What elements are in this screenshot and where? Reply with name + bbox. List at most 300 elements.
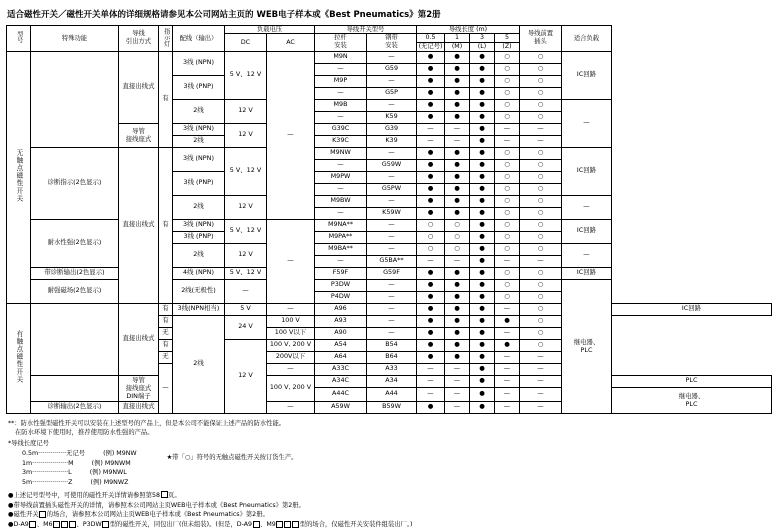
cell-band: B59W: [367, 401, 417, 413]
cell-len-3: ●: [470, 75, 495, 87]
cell-connector: ○: [520, 279, 562, 291]
len-3-example: (例) M9NWL: [89, 469, 127, 477]
cell-len-5: ○: [495, 171, 520, 183]
cell-connector: ○: [520, 87, 562, 99]
cell-connector: ○: [520, 51, 562, 63]
cell-piping: 2线(无极性): [173, 279, 225, 303]
cell-len-3: ●: [470, 387, 495, 401]
cell-dc: 12 V: [225, 123, 267, 147]
cell-load: IC回路: [562, 147, 612, 195]
cell-len-05: ●: [417, 111, 445, 123]
cell-connector: —: [520, 387, 562, 401]
cell-len-5: —: [495, 327, 520, 339]
cell-len-05: ●: [417, 207, 445, 219]
cell-connector: ○: [520, 231, 562, 243]
cell-len-5: —: [495, 303, 520, 315]
cell-dc: 12 V: [225, 243, 267, 267]
cell-len-1: ●: [445, 195, 470, 207]
cell-len-3: ●: [470, 195, 495, 207]
cell-len-5: —: [495, 363, 520, 375]
cell-indicator: 有: [159, 51, 173, 147]
cell-len-1: ●: [445, 303, 470, 315]
cell-len-1: —: [445, 123, 470, 135]
cell-ac: —: [267, 401, 315, 413]
cell-len-5: ○: [495, 243, 520, 255]
cell-indicator: 有: [159, 315, 173, 327]
cell-piping: 3线 (PNP): [173, 75, 225, 99]
cell-bracket: A64: [315, 351, 367, 363]
th-len-3: 3: [470, 34, 495, 43]
th-switch-model: 导线开关型号: [315, 26, 417, 34]
cell-len-1: ●: [445, 87, 470, 99]
cell-len-05: ●: [417, 195, 445, 207]
cell-len-1: —: [445, 255, 470, 267]
cell-len-05: ●: [417, 159, 445, 171]
cell-len-1: ●: [445, 207, 470, 219]
th-dc: DC: [225, 34, 267, 51]
footnotes: [6, 419, 772, 530]
th-len-3-sub: (L): [470, 42, 495, 51]
cell-len-3: ●: [470, 315, 495, 327]
cell-dc: 12 V: [225, 99, 267, 123]
cell-len-5: ●: [495, 339, 520, 351]
cell-len-5: —: [495, 135, 520, 147]
cell-bracket: M9NA**: [315, 219, 367, 231]
th-bracket-mount: 拉杆 安装: [315, 34, 367, 51]
cell-len-1: ●: [445, 147, 470, 159]
cell-connector: ○: [520, 111, 562, 123]
cell-len-05: —: [417, 375, 445, 387]
th-len-5: 5: [495, 34, 520, 43]
cell-len-1: ●: [445, 63, 470, 75]
cell-ac: —: [267, 219, 315, 303]
cell-indicator: —: [159, 363, 173, 413]
cell-band: —: [367, 291, 417, 303]
cell-indicator: 无: [159, 327, 173, 339]
cell-len-5: —: [495, 255, 520, 267]
cell-connector: ○: [520, 219, 562, 231]
cell-connector: ○: [520, 339, 562, 351]
cell-bracket: M9NW: [315, 147, 367, 159]
cell-len-05: ●: [417, 401, 445, 413]
th-band-mount: 钢带 安装: [367, 34, 417, 51]
cell-len-3: ●: [470, 51, 495, 63]
cell-dc: 5 V: [225, 303, 267, 315]
cell-len-3: ●: [470, 255, 495, 267]
cell-len-05: —: [417, 363, 445, 375]
cell-wiring: 直接出线式: [119, 303, 159, 375]
cell-bracket: —: [315, 87, 367, 99]
cell-indicator: 有: [159, 303, 173, 315]
cell-len-3: ●: [470, 207, 495, 219]
len-05-label: 0.5m··············无记号: [22, 449, 86, 457]
cell-len-05: ●: [417, 351, 445, 363]
bullet-4: ●D-A9 、M6 、P3DW 型的磁性开关，同包出厂(但未组装)。(但是，D-A9 、M9 型的场合，仅磁性开关安装件组装出厂。): [8, 521, 413, 529]
cell-feature: 耐强磁场(2色显示): [31, 279, 119, 303]
cell-band: —: [367, 171, 417, 183]
cell-indicator: 有: [159, 147, 173, 303]
cell-len-3: ●: [470, 243, 495, 255]
cell-connector: —: [520, 135, 562, 147]
cell-len-05: ●: [417, 147, 445, 159]
cell-band: —: [367, 327, 417, 339]
cell-band: —: [367, 231, 417, 243]
cell-load: IC回路: [612, 303, 772, 315]
cell-band: K59: [367, 111, 417, 123]
th-wiring: 导线 引出方式: [119, 26, 159, 52]
box-glyph: [39, 511, 46, 518]
cell-len-5: —: [495, 351, 520, 363]
cell-len-5: ○: [495, 87, 520, 99]
cell-feature: 带诊断输出(2色显示): [31, 267, 119, 279]
th-lead-length: 导线长度 (m): [417, 26, 520, 34]
cell-len-05: —: [417, 135, 445, 147]
note-2: *导线长度记号: [8, 440, 49, 448]
cell-bracket: A93: [315, 315, 367, 327]
cell-len-3: ●: [470, 171, 495, 183]
cell-len-3: ●: [470, 87, 495, 99]
cell-len-1: ○: [445, 231, 470, 243]
cell-len-1: ●: [445, 111, 470, 123]
cell-band: G39: [367, 123, 417, 135]
cell-len-1: —: [445, 363, 470, 375]
cell-wiring: 导管 接线座式 DIN端子: [119, 375, 159, 401]
cell-len-3: ●: [470, 327, 495, 339]
cell-band: —: [367, 219, 417, 231]
th-ac: AC: [267, 34, 315, 51]
cell-bracket: G39C: [315, 123, 367, 135]
cell-connector: ○: [520, 327, 562, 339]
len-1-example: (例) M9NWM: [91, 459, 131, 467]
cell-len-3: ●: [470, 339, 495, 351]
cell-len-1: ●: [445, 339, 470, 351]
cell-wiring: 直接出线式: [119, 51, 159, 123]
cell-bracket: A90: [315, 327, 367, 339]
cell-bracket: A33C: [315, 363, 367, 375]
cell-band: —: [367, 243, 417, 255]
cell-len-3: ●: [470, 99, 495, 111]
cell-len-05: ●: [417, 267, 445, 279]
cell-wiring: 导管 接线座式: [119, 123, 159, 147]
cell-len-05: ○: [417, 231, 445, 243]
cell-len-3: ●: [470, 279, 495, 291]
cell-len-3: ●: [470, 375, 495, 387]
cell-band: —: [367, 303, 417, 315]
cell-len-05: ●: [417, 99, 445, 111]
len-3-label: 3m··················L: [22, 469, 72, 477]
cell-len-05: ●: [417, 279, 445, 291]
note-1b: 在防水环境下使用时，推荐使用防水性强的产品。: [15, 429, 154, 437]
cell-len-05: ●: [417, 87, 445, 99]
cell-piping: 2线: [173, 243, 225, 267]
cell-connector: —: [520, 363, 562, 375]
cell-len-3: ●: [470, 231, 495, 243]
cell-bracket: A59W: [315, 401, 367, 413]
cell-band: B54: [367, 339, 417, 351]
cell-len-05: ●: [417, 327, 445, 339]
cell-bracket: A34C: [315, 375, 367, 387]
cell-band: K39: [367, 135, 417, 147]
cell-load: IC回路: [562, 219, 612, 243]
cell-load: IC回路: [562, 267, 612, 279]
th-model: 型号: [7, 26, 31, 52]
cell-connector: ○: [520, 267, 562, 279]
cell-wiring: 直接出线式: [119, 147, 159, 303]
cell-len-3: ●: [470, 183, 495, 195]
cell-dc: 5 V、12 V: [225, 267, 267, 279]
cell-len-3: ●: [470, 159, 495, 171]
cell-len-3: ●: [470, 147, 495, 159]
table-row: [7, 303, 772, 315]
th-load-voltage: 负载电压: [225, 26, 315, 34]
len-5-example: (例) M9NWZ: [90, 479, 129, 487]
cell-connector: ○: [520, 159, 562, 171]
cell-ac: 100 V: [267, 315, 315, 327]
cell-ac: —: [267, 363, 315, 375]
cell-len-5: —: [495, 375, 520, 387]
cell-feature: [31, 375, 119, 401]
cell-len-5: ○: [495, 99, 520, 111]
cell-band: A44: [367, 387, 417, 401]
cell-len-1: ●: [445, 327, 470, 339]
cell-bracket: —: [315, 111, 367, 123]
cell-len-5: ●: [495, 315, 520, 327]
cell-len-1: ●: [445, 315, 470, 327]
cell-band: —: [367, 99, 417, 111]
cell-ac: 100 V, 200 V: [267, 339, 315, 351]
cell-load: IC回路: [562, 51, 612, 99]
cell-len-3: ●: [470, 63, 495, 75]
cell-len-5: ○: [495, 219, 520, 231]
cell-piping: 4线 (NPN): [173, 267, 225, 279]
cell-load: PLC: [612, 375, 772, 387]
cell-bracket: —: [315, 183, 367, 195]
cell-band: —: [367, 195, 417, 207]
len-1-label: 1m··················M: [22, 459, 74, 467]
cell-len-05: ●: [417, 291, 445, 303]
cell-len-1: ●: [445, 291, 470, 303]
cell-load: —: [562, 243, 612, 267]
cell-feature: 诊断输出(2色显示): [31, 401, 119, 413]
table-row: [7, 147, 772, 159]
cell-connector: ○: [520, 303, 562, 315]
cell-len-5: —: [495, 123, 520, 135]
cell-feature: 诊断指示(2色显示): [31, 147, 119, 219]
cell-dc: 5 V、12 V: [225, 147, 267, 195]
cell-len-5: ○: [495, 147, 520, 159]
cell-connector: ○: [520, 99, 562, 111]
cell-feature: 耐水性强(2色显示): [31, 219, 119, 267]
th-len-05-sub: (无记号): [417, 42, 445, 51]
cell-band: G59F: [367, 267, 417, 279]
cell-band: —: [367, 147, 417, 159]
cell-bracket: M9PW: [315, 171, 367, 183]
cell-bracket: M9BW: [315, 195, 367, 207]
cell-len-5: ○: [495, 183, 520, 195]
cell-len-05: ○: [417, 243, 445, 255]
cell-indicator: 有: [159, 339, 173, 351]
cell-band: G5PW: [367, 183, 417, 195]
cell-connector: —: [520, 351, 562, 363]
cell-len-1: ●: [445, 267, 470, 279]
cell-band: G59W: [367, 159, 417, 171]
cell-connector: ○: [520, 171, 562, 183]
cell-connector: ○: [520, 147, 562, 159]
cell-len-05: ○: [417, 219, 445, 231]
cell-len-3: ●: [470, 111, 495, 123]
th-features: 特殊功能: [31, 26, 119, 52]
cell-len-05: —: [417, 387, 445, 401]
spec-table: [6, 25, 772, 414]
cell-len-5: ○: [495, 75, 520, 87]
cell-connector: —: [520, 123, 562, 135]
cell-connector: ○: [520, 63, 562, 75]
cell-bracket: —: [315, 63, 367, 75]
cell-bracket: A44C: [315, 387, 367, 401]
cell-len-3: ●: [470, 351, 495, 363]
cell-dc: 5 V、12 V: [225, 51, 267, 99]
cell-load: 继电器、 PLC: [612, 387, 772, 413]
cell-connector: —: [520, 375, 562, 387]
cell-wiring: 直接出线式: [119, 401, 159, 413]
cell-piping: 2线: [173, 315, 225, 413]
cell-len-1: —: [445, 135, 470, 147]
cell-len-1: ●: [445, 75, 470, 87]
cell-load: 继电器、 PLC: [562, 279, 612, 413]
table-row: [7, 375, 772, 387]
cell-len-05: —: [417, 123, 445, 135]
cell-len-05: ●: [417, 315, 445, 327]
cell-piping: 3线 (NPN): [173, 147, 225, 171]
cell-bracket: P4DW: [315, 291, 367, 303]
cell-indicator: 无: [159, 351, 173, 363]
cell-len-5: —: [495, 387, 520, 401]
cell-connector: ○: [520, 291, 562, 303]
cell-connector: ○: [520, 207, 562, 219]
cell-len-1: ●: [445, 279, 470, 291]
cell-len-05: ●: [417, 339, 445, 351]
note-1: **：防水性强型磁性开关可以安装在上述型号的产品上，但是本公司不能保证上述产品的防水性能。: [8, 419, 286, 427]
cell-len-3: ●: [470, 219, 495, 231]
cell-len-1: ●: [445, 51, 470, 63]
page-title: 适合磁性开关／磁性开关单体的详细规格请参见本公司网站主页的 WEB电子样本或《Best Pneumatics》第2册: [7, 10, 441, 20]
th-connector: 导线前置 插头: [520, 26, 562, 52]
cell-len-3: ●: [470, 291, 495, 303]
cell-load: —: [562, 195, 612, 219]
cell-connector: ○: [520, 243, 562, 255]
cell-band: G5BA**: [367, 255, 417, 267]
cell-band: —: [367, 315, 417, 327]
cell-band: K59W: [367, 207, 417, 219]
cell-len-05: ●: [417, 183, 445, 195]
cell-band: G59: [367, 63, 417, 75]
cell-dc: 5 V、12 V: [225, 219, 267, 243]
box-glyph: [161, 491, 168, 498]
cell-piping: 3线 (PNP): [173, 231, 225, 243]
cell-dc: 12 V: [225, 195, 267, 219]
cell-band: —: [367, 279, 417, 291]
cell-load: —: [562, 99, 612, 147]
len-5-label: 5m··················Z: [22, 479, 73, 487]
cell-bracket: M9B: [315, 99, 367, 111]
cell-ac: 100 V以下: [267, 327, 315, 339]
cell-len-5: ○: [495, 231, 520, 243]
cell-connector: —: [520, 255, 562, 267]
cell-dc: 12 V: [225, 339, 267, 413]
cell-len-3: ●: [470, 401, 495, 413]
cell-piping: 3线 (NPN): [173, 219, 225, 231]
cell-len-5: ○: [495, 291, 520, 303]
note-star: ★带「○」符号的无触点磁性开关按订货生产。: [166, 454, 298, 462]
cell-len-1: ●: [445, 183, 470, 195]
cell-band: A34: [367, 375, 417, 387]
cell-bracket: M9BA**: [315, 243, 367, 255]
cell-band: A33: [367, 363, 417, 375]
table-row: [7, 51, 772, 63]
cell-len-05: ●: [417, 51, 445, 63]
cell-len-1: —: [445, 401, 470, 413]
cell-piping: 3线 (NPN): [173, 51, 225, 75]
cell-piping: 2线: [173, 135, 225, 147]
cell-connector: ○: [520, 75, 562, 87]
cell-bracket: —: [315, 255, 367, 267]
len-05-example: (例) M9NW: [103, 449, 137, 457]
cell-bracket: A54: [315, 339, 367, 351]
cell-ac: 200V以下: [267, 351, 315, 363]
cell-len-3: ●: [470, 303, 495, 315]
cell-len-05: ●: [417, 75, 445, 87]
bullet-3: ●磁性开关 的场合，请参照本公司网站主页WEB电子样本或《Best Pneumatics》第2册。: [8, 511, 269, 519]
cell-band: —: [367, 75, 417, 87]
cell-ac: 100 V, 200 V: [267, 375, 315, 401]
th-len-1-sub: (M): [445, 42, 470, 51]
cell-len-1: —: [445, 387, 470, 401]
th-len-5-sub: (Z): [495, 42, 520, 51]
cell-ac: —: [267, 303, 315, 315]
table-header-row-1: [7, 26, 772, 34]
box-glyph: [29, 521, 36, 528]
cell-len-5: ○: [495, 159, 520, 171]
cell-len-1: —: [445, 375, 470, 387]
cell-bracket: A96: [315, 303, 367, 315]
cell-bracket: K39C: [315, 135, 367, 147]
cell-len-05: ●: [417, 63, 445, 75]
cell-connector: ○: [520, 315, 562, 327]
cell-ac: —: [267, 51, 315, 219]
cell-len-5: ○: [495, 63, 520, 75]
cell-len-3: ●: [470, 135, 495, 147]
th-piping-out: 配线（输出）: [173, 26, 225, 52]
cell-bracket: P3DW: [315, 279, 367, 291]
cell-len-1: ●: [445, 171, 470, 183]
cell-len-5: ○: [495, 279, 520, 291]
cell-len-1: ○: [445, 219, 470, 231]
cell-len-05: ●: [417, 303, 445, 315]
cell-piping: 3线(NPN相当): [173, 303, 225, 315]
cell-len-3: ●: [470, 363, 495, 375]
cell-len-5: ○: [495, 51, 520, 63]
cell-len-1: ●: [445, 351, 470, 363]
cell-piping: 3线 (NPN): [173, 123, 225, 135]
table-body: [7, 51, 772, 413]
cell-len-5: ○: [495, 267, 520, 279]
cell-len-1: ●: [445, 99, 470, 111]
cell-connector: ○: [520, 195, 562, 207]
cell-len-5: ○: [495, 111, 520, 123]
cell-len-3: ●: [470, 123, 495, 135]
cell-len-1: ●: [445, 159, 470, 171]
th-load: 适合负载: [562, 26, 612, 52]
